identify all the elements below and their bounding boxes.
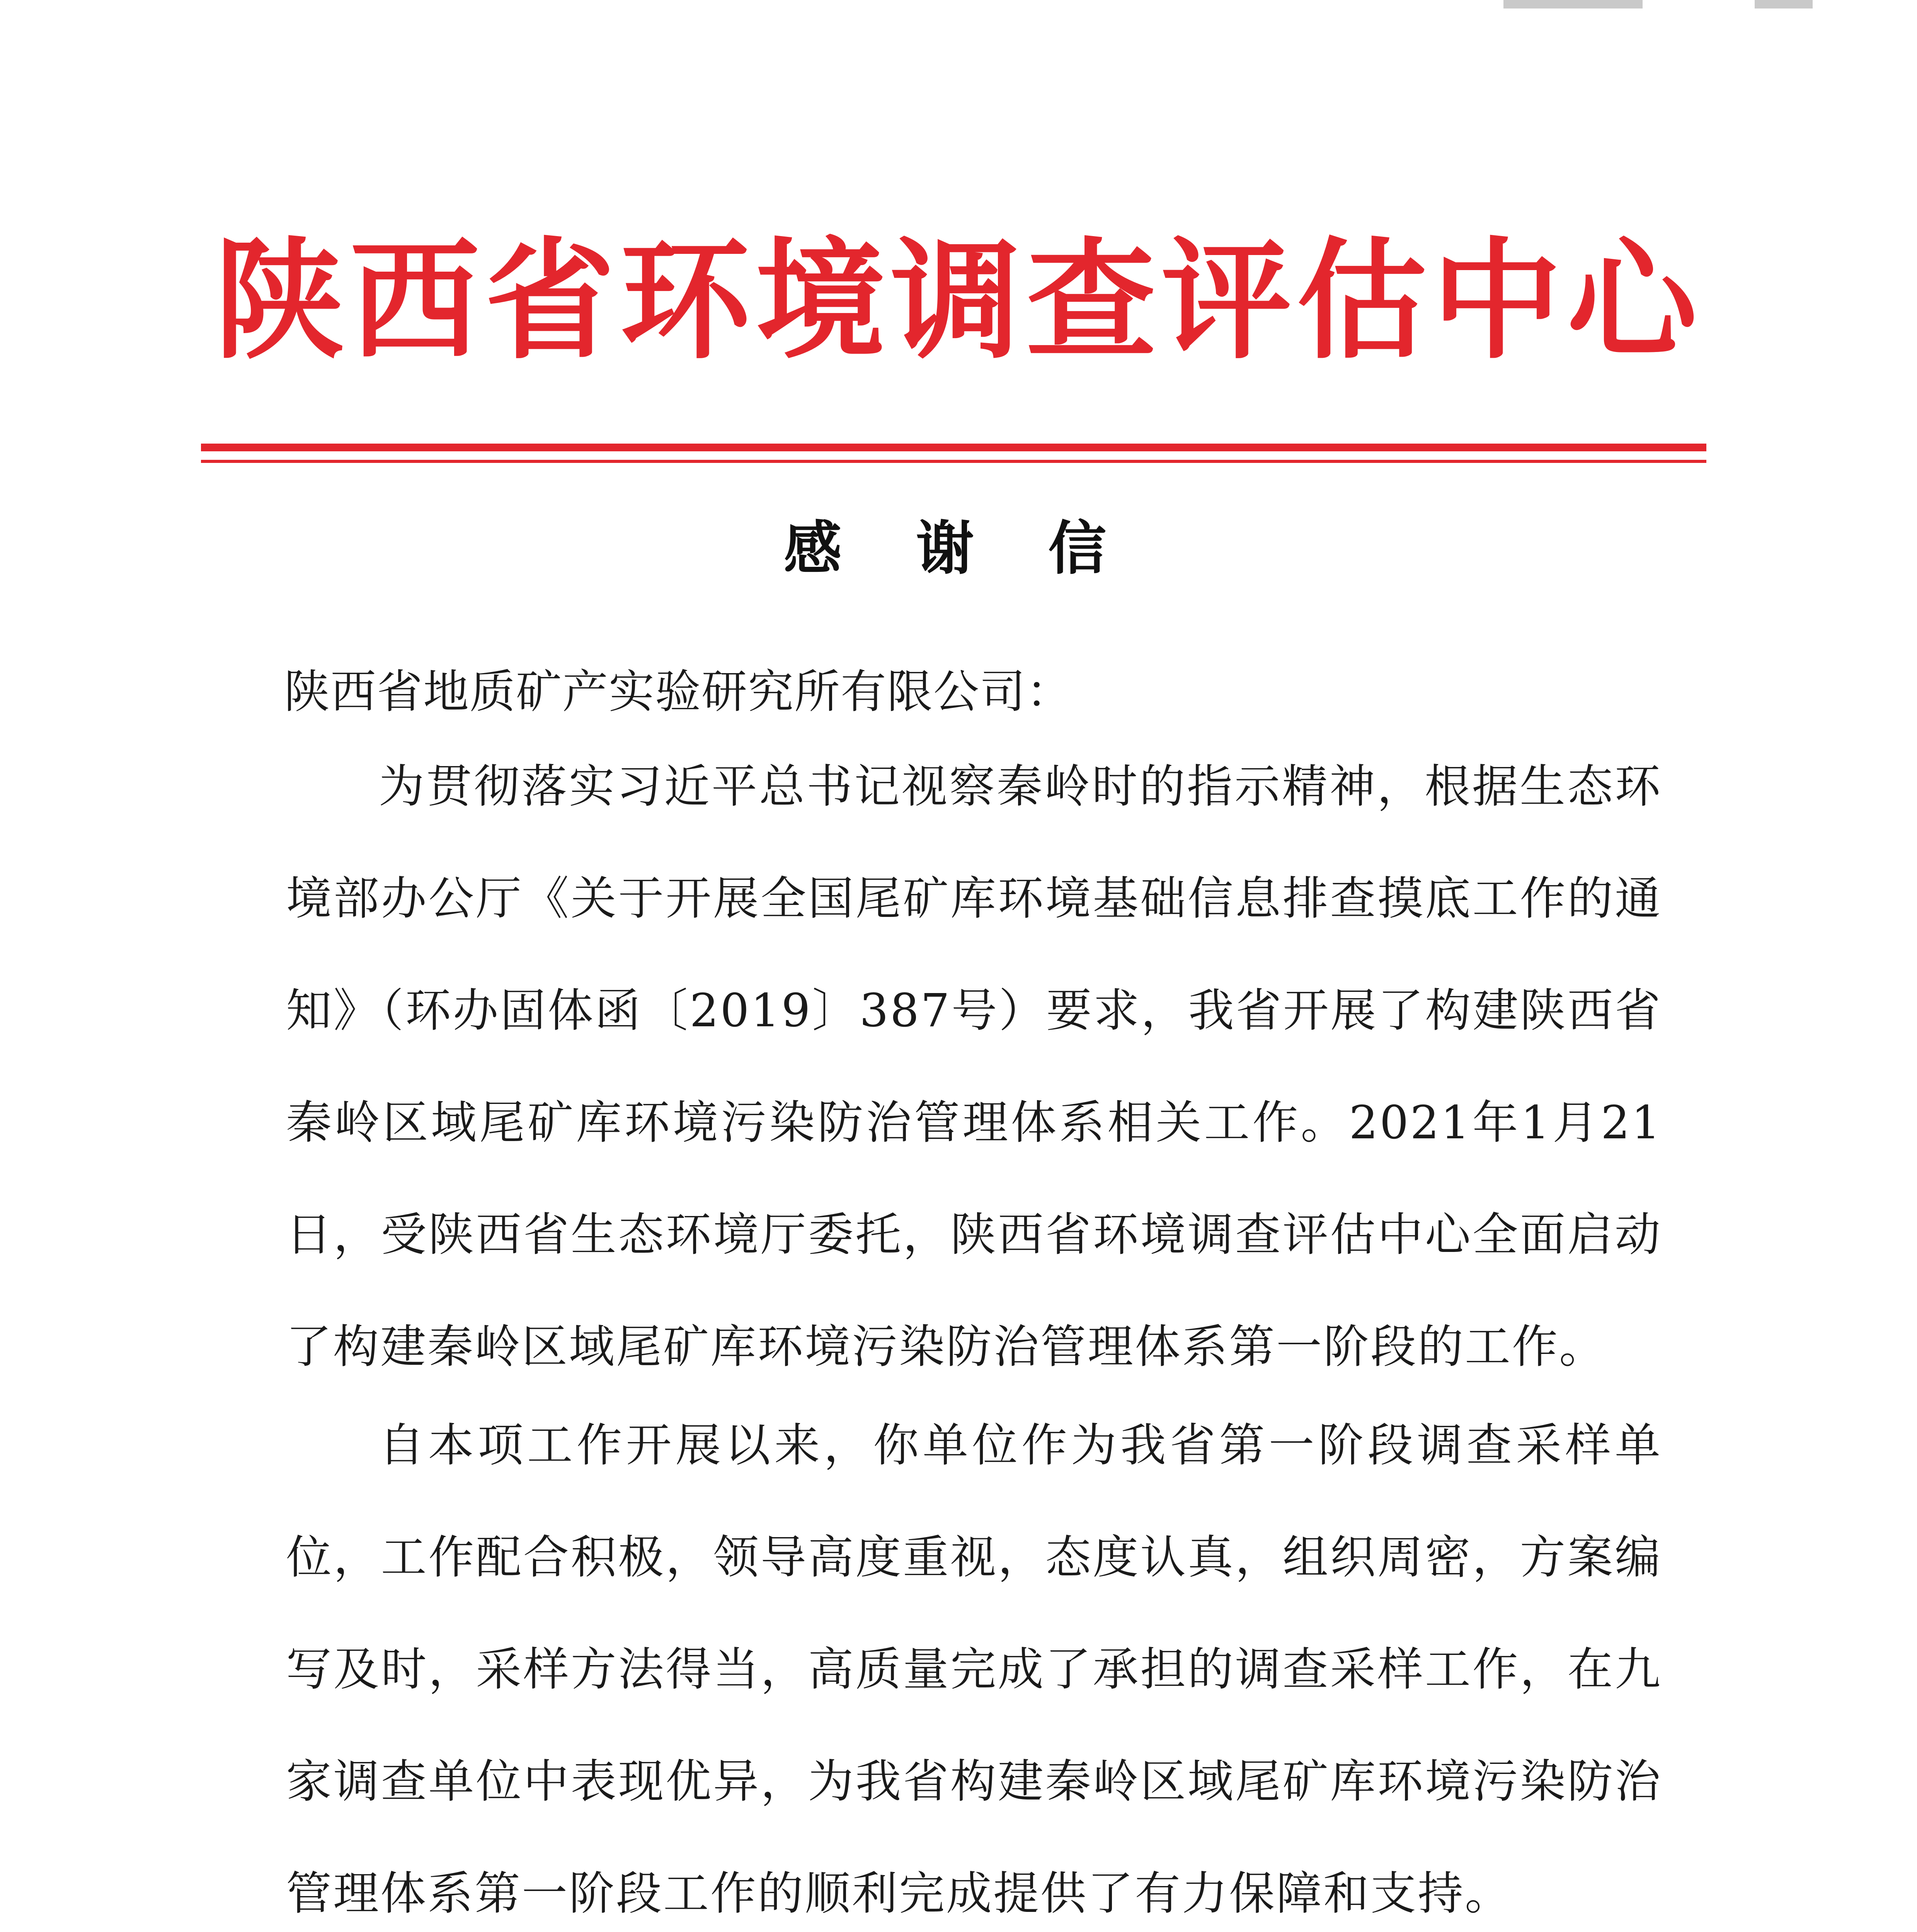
- letter-salutation: 陕西省地质矿产实验研究所有限公司：: [284, 665, 1073, 718]
- letter-paragraph: [286, 1930, 1662, 1932]
- letterhead-rule-thin: [201, 460, 1706, 463]
- letterhead-org-name: 陕西省环境调查评估中心: [215, 226, 1702, 377]
- scan-artifact: [1503, 0, 1643, 9]
- scan-artifact: [1755, 0, 1813, 9]
- letter-title: 感 谢 信: [783, 515, 1134, 582]
- letterhead-rule-thick: [201, 444, 1706, 451]
- letter-paragraph: 自本项工作开展以来，你单位作为我省第一阶段调查采样单位，工作配合积极，领导高度重视，态度认真，组织周密，方案编写及时，采样方法得当，高质量完成了承担的调查采样工作，在九家调查单位中表现优异，为我省构建秦岭区域尾矿库环境污染防治管理体系第一阶段工作的顺利完成提供了有力保障和支持。: [286, 1418, 1662, 1920]
- letter-paragraph: 为贯彻落实习近平总书记视察秦岭时的指示精神，根据生态环境部办公厅《关于开展全国尾矿库环境基础信息排查摸底工作的通知》（环办固体函〔2019〕387号）要求，我省开展了构建陕西省秦岭区域尾矿库环境污染防治管理体系相关工作。2021年1月21日，受陕西省生态环境厅委托，陕西省环境调查评估中心全面启动了构建秦岭区域尾矿库环境污染防治管理体系第一阶段的工作。: [286, 760, 1662, 1373]
